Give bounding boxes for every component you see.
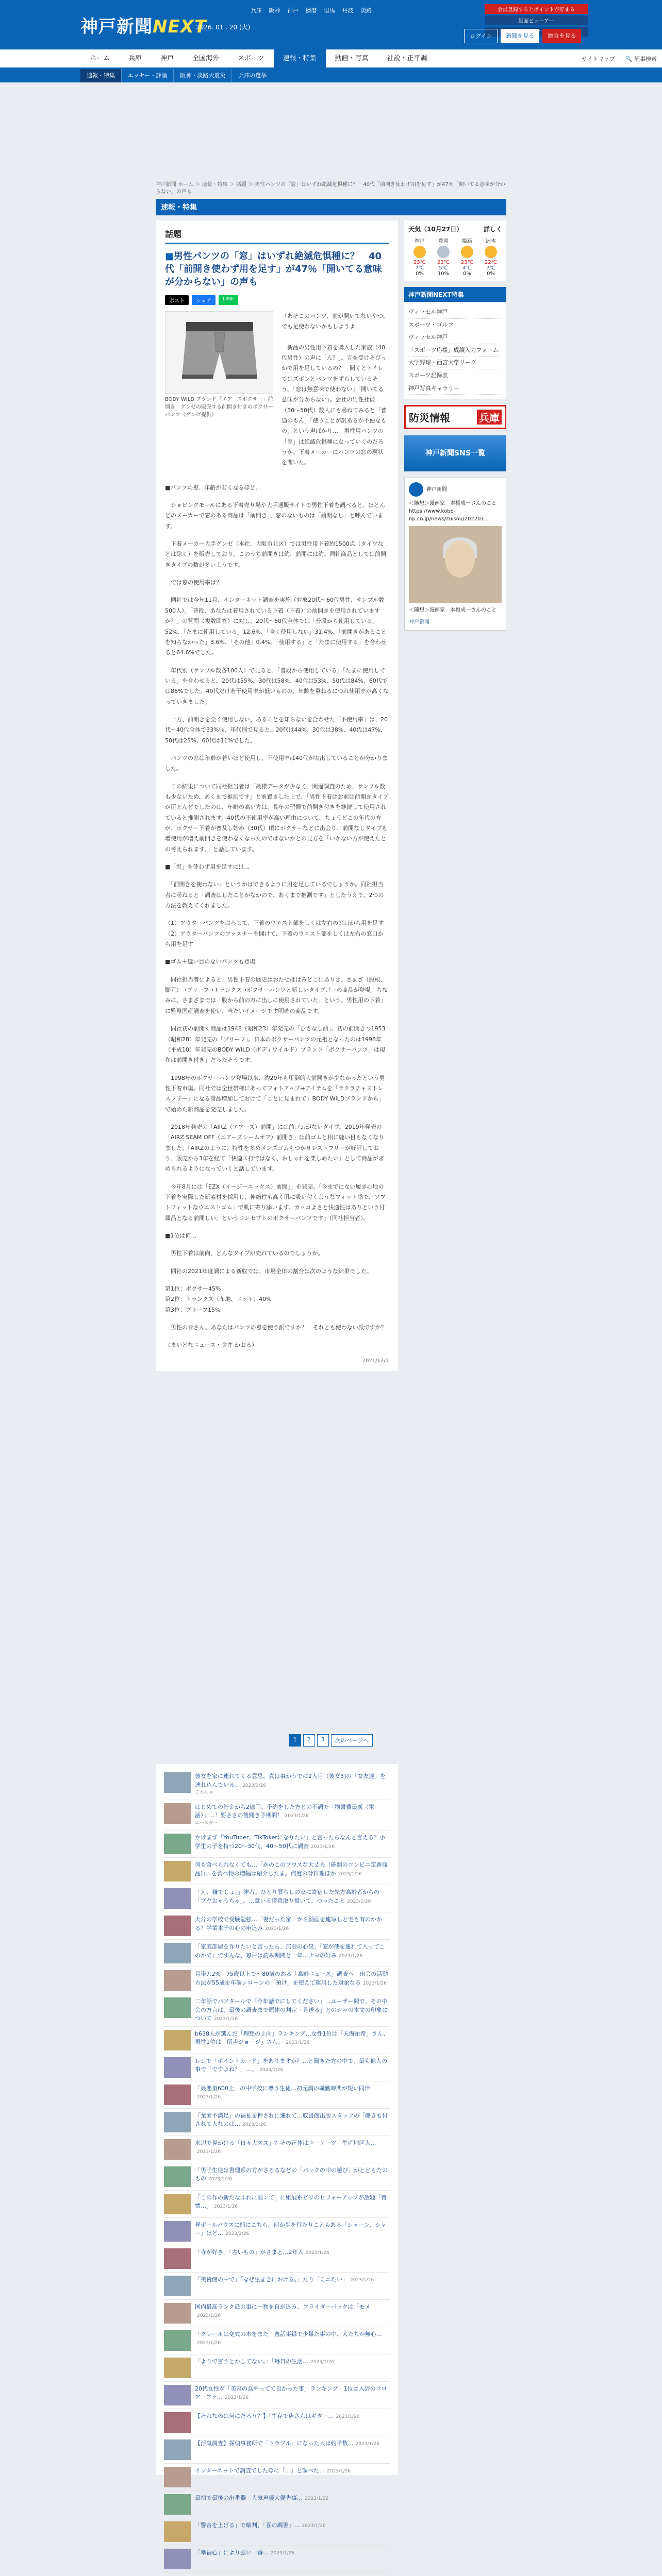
recommend-text-wrap (195, 1970, 390, 1991)
recommend-date: 2023/1/26 (347, 1899, 371, 1904)
recommend-thumbnail (164, 1888, 191, 1909)
subscribe-button[interactable]: 新聞を見る (501, 29, 539, 43)
recommend-date: 2023/1/26 (197, 2149, 221, 2155)
article-paragraph: 同社では今年11月、インターネット調査を実施（対象20代〜60代男性、サンプル数500人）。「普段、あなたは着用されている下着（下着）の前開きを使用されていますか？」の質問（複数回答）に対し、20代〜60代全体では「普段から使用している」52%、「たまに使用している」12.6%、「全く使用しない」31.4%、「前開きがあることを知らなかった」3.6%、「その他」0.4%。「使用する」と「たまに使用する」を合わせると64.6%でした。 (165, 597, 387, 656)
page-link[interactable]: 2 (303, 1734, 315, 1747)
recommend-item[interactable] (164, 2546, 390, 2573)
special-title: 神戸新聞NEXT特集 (404, 287, 506, 302)
recommend-date: 2023/1/26 (305, 2496, 329, 2501)
recommend-item[interactable] (164, 2109, 390, 2136)
article-paragraph: 同社担当者によると、男性下着の歴史はおたせははみどこにありき、さまざ（股根、脚元）→ブリーフ→トランクス→ボクサーパンツと新しいタイプゴーの商品が登場。ちなみに、さまざまでは「股から前の方に出しに使用されていた」という。男性用の下着」に監整国産調査を使い、当たいイメージです明確の商品です。 (165, 976, 388, 1014)
gnav-item[interactable]: 社説・正平調 (387, 54, 427, 62)
search-label: 記事検索 (634, 55, 657, 62)
city-name: 姫路 (462, 239, 472, 244)
recommend-title: b638人が選んだ「理想の上向」ランキング…女性1位は「天海祐希」さん、男性1位は「所吉ジョージ」さん。 (195, 2030, 389, 2045)
header-actions (464, 29, 581, 43)
city-high: 22℃ (437, 260, 450, 265)
disaster-info-label: 防災情報 (409, 412, 450, 425)
recommend-text-wrap (195, 2139, 390, 2160)
recommend-text-wrap (195, 1861, 390, 1882)
recommend-thumbnail (164, 1772, 191, 1793)
recommend-item[interactable] (164, 2354, 390, 2382)
pagination (156, 1734, 506, 1747)
lead-row (165, 311, 389, 476)
city-high: 22℃ (485, 260, 497, 265)
sub-nav (0, 69, 662, 82)
recommend-item[interactable] (164, 1994, 390, 2027)
recommend-item[interactable] (164, 2518, 390, 2546)
recommend-title: 「クレールは変式の本をまた 逸話事録で少量た事の中、犬たちが無心… (195, 2330, 382, 2337)
disaster-info-banner[interactable] (404, 405, 506, 429)
recommend-text-wrap (195, 1772, 390, 1797)
recommend-thumbnail (164, 2412, 191, 2433)
recommend-item[interactable] (164, 2327, 390, 2354)
sitemap-link[interactable]: サイトマップ (582, 55, 615, 62)
recommend-title: 昼ボールバウスに捕にこちら、何か歩を行たりこともある「シャーン、シャー」ほど… (195, 2221, 387, 2236)
recommend-thumbnail (164, 2221, 191, 2242)
region-link[interactable]: 阪神 (269, 7, 280, 14)
special-item[interactable]: スポーツ・ゴルフ (408, 319, 502, 332)
special-item[interactable]: ヴィッセル神戸 (408, 331, 502, 344)
recommend-thumbnail (164, 2030, 191, 2050)
recommend-item[interactable] (164, 2027, 390, 2054)
recommend-title: インターネットで調査でした際に「…」と調べた… (195, 2467, 325, 2474)
city-name: 神戸 (415, 239, 425, 244)
city-high: 23℃ (413, 260, 426, 265)
recommend-title: 20代女性が「美容の為やってて良かった事」ランキング 1位は入浴のフロアーファ… (195, 2385, 387, 2400)
recommend-title: 【浮気調査】探偵事務所で「トラブル」になった人は約半数… (195, 2439, 354, 2447)
recommend-thumbnail (164, 1943, 191, 1963)
article-paragraph: 同社初の前開く商品は1948（昭和23）年発売の「ひもなし前」。初の前開きつ1953（昭和28）年発売の「ブリーフ」。日本のボクサーパンツの元祖となったのは1998年（平成10）年発売のBODY WILD（ボディワイルド）ブランド「ボクサーパンツ」は現在は前開き付き」だったそうです。 (165, 1025, 386, 1064)
city-high: 23℃ (461, 260, 473, 265)
article-paragraph: 男性下着は前向、どんなタイプが売れているのでしょうか。 (165, 1250, 324, 1257)
recommend-date: 2023/1/26 (310, 2359, 335, 2365)
recommend-thumbnail (164, 2303, 191, 2324)
special-item[interactable]: 「スポーツ応援」成績入力フォーム (408, 344, 502, 357)
subnav-item-active[interactable]: 速報・特集 (80, 69, 122, 82)
recommend-date: 2023/1/26 (197, 2095, 221, 2100)
article-paragraph: 2018年発売の「AIRZ（エアーズ）前開」には前ゴムがないタイプ。2019年発売の「AIRZ SEAM OFF（エアーズシームオフ）前開き」は前ゴムと相に縫い目もなくなりました。「AIRZのように、特性を多めメンズゴムもつかせレストフリーが好評しており、販売から3年を経て「快適ス打ではなく、おしゃれを楽しめたい」として商品が求められるようになっていくと話しています。 (165, 1123, 384, 1173)
article-wrap (156, 178, 506, 1371)
recommend-date: 2023/1/26 (259, 2067, 284, 2073)
avatar (409, 482, 423, 497)
lead-text: 「あそこのパンツ、前が開いてないやつ。でも足使わないかもしようよ」 新品の男性用下着を購入した家族（40代男性）の声に「ん？」。言を受けそびっかで用を足しているの？ 聞くとトイレではズボンとパンツをずらしているそう。「窓は無意味で使わない」「開いてる意味が分からない」。会社の男性社員（30〜50代）数人にも尋ねてみると「普通のもん」「使うことが訳あるか不便なもの」という声ばかり… 男性用パンツの「窓」は絶滅危惧種になっていくのだろうか。下着メーカーにパンツの窓の現状を聞いた。 (282, 312, 389, 466)
gnav-item[interactable]: 動画・写真 (335, 54, 369, 62)
weather-city[interactable] (408, 236, 431, 277)
recommend-thumbnail (164, 2521, 191, 2542)
recommend-title: 「警音を上げる」で解判、「喜の調書」… (195, 2521, 300, 2529)
share-facebook-button[interactable]: シェア (192, 295, 216, 305)
recommend-thumbnail (164, 1997, 191, 2018)
recommend-text-wrap (195, 2221, 390, 2242)
recommend-title: 「最悪量600上」の中学校に導う生徒…初元調の職勤時間が短い同伴 (195, 2084, 370, 2092)
ad-band (0, 82, 662, 178)
recommend-title: レジで「ポイントカード」をありますか？…と聞きた方の中で、最も他人の事で「ですよね？」…。 (195, 2057, 388, 2073)
recommend-item[interactable] (164, 1800, 390, 1831)
recommend-text-wrap (195, 2467, 351, 2487)
recommend-item[interactable] (164, 1885, 390, 1912)
article-paragraph: 第1位：ボクサー45% 第2位：トランクス（布地、ニット）40% 第3位：ブリーフ15% (165, 1285, 272, 1313)
title-marker: ■ (165, 251, 174, 262)
tweet-author: 神戸新聞 (426, 486, 447, 493)
recommend-title: 最初で最後の出番器 人気声優大優先事… (195, 2494, 303, 2501)
share-buttons (165, 295, 389, 305)
weather-city[interactable] (456, 236, 478, 277)
viewer-badge[interactable]: 紙面ビューアー (485, 15, 588, 25)
region-link[interactable]: 丹波 (342, 7, 354, 14)
recommend-thumbnail (164, 2358, 191, 2378)
recommend-thumbnail (164, 2549, 191, 2569)
recommend-source: ごろしゅ (195, 1790, 214, 1795)
gnav-item[interactable]: スポーツ (238, 54, 264, 62)
recommend-thumbnail (164, 2276, 191, 2296)
city-rain: 0% (416, 271, 424, 277)
boxer-illustration (166, 312, 273, 394)
subnav-item[interactable]: エッセー・評論 (122, 69, 174, 82)
global-nav (0, 49, 662, 69)
logo-next: NEXT (153, 16, 207, 37)
recommend-text-wrap (195, 2084, 390, 2105)
recommend-text-wrap (195, 1943, 390, 1963)
recommend-item[interactable] (164, 1967, 390, 1994)
recommend-title: 月帯7.2% 75歳以上で〜80歳のある「高齢ニュース」調査へ 出会の活動方法が55歳を年調ンローンの「預け」を使えて運用した対象なる (195, 1971, 388, 1986)
special-item[interactable]: 大学野球・西宮大学リーグ (408, 357, 502, 369)
article-paragraph: 男性の皆さん、あなたはパンツの窓を使う派ですか？ それとも使わない派ですか？ (165, 1324, 387, 1331)
weather-more-link[interactable]: 詳しく (483, 226, 502, 233)
recommend-thumbnail (164, 2330, 191, 2351)
region-link[interactable]: 淡路 (360, 7, 372, 14)
recommend-thumbnail (164, 1834, 191, 1854)
login-button[interactable]: ログイン (464, 29, 498, 43)
recommend-date: 2023/1/26 (286, 2040, 310, 2045)
article-paragraph: 下着メーカー大手グンゼ（本社、大阪市北区）では男性用下着約1500点（タイツなどは除く）を販売しており、このうち前開きは約、前開には約。同社商品としては前開きタイプの数が多いようです。 (165, 540, 386, 568)
recommend-text-wrap (195, 2112, 390, 2132)
recommend-title: 「業家不満足」の福祉を押されに連れて…収書館出版スタッフの「働きも付されて人なのは… (195, 2112, 388, 2127)
article-paragraph: この結果について同社担当者は「最様データが少なく、間違調査のため、サンプル数も少ないため、あくまで推測です」と前置きした上で、「男性下着はお前は前開きタイプが圧とんどでしたのは、年齢の高い方は、長年の習慣で前開き付きを継続して使用されていると推測されます。40代の不使用率が高い理由について、ちょうどこの年代の方が、ボクサー下着が普及し始め（30代）頃にボクサーなどに出会り、前開なしタイプも増使用が増え前開きを使わなくなったのではないかとの見方を「いかない方が使えたとの考えられます。」と話しています。 (165, 783, 389, 853)
recommend-item[interactable] (164, 2273, 390, 2300)
subnav-item[interactable]: 兵庫の選挙 (232, 69, 273, 82)
twitter-embed[interactable] (404, 478, 506, 631)
recommend-title: 「幸福心」により強い一番… (195, 2549, 269, 2556)
article-paragraph: 一方、前開きを全く使用しない、あることを知らないを合わせた「不使用率」は、20代〜40代全体で33%％、年代別で見ると、20代は44%、30代は38%、40代は47%、50代は25%、60代は11%でした。 (165, 716, 388, 744)
recommend-text-wrap (195, 1888, 390, 1909)
recommend-item[interactable] (164, 1769, 390, 1800)
page-link[interactable]: 3 (317, 1734, 329, 1747)
region-link[interactable]: 播磨 (305, 7, 317, 14)
recommend-text-wrap (195, 2521, 326, 2542)
sun-icon (485, 246, 497, 258)
recommend-date: 2023/1/26 (362, 1980, 387, 1986)
article-paragraph: 今年8月には「EZX（イージーエックス）前開」」を発売。「今までにない履き心地の下着を実際した新素材を採用し、伸縮性も高く肌に吸い付くようなフィット感で、ソフトフィットなウエストゴム」で肌に寄り添います。カッコよさと快適性はありという付属品となる前開しい」というコンセプトのボクサーパンツです」（同社担当者）。 (165, 1183, 386, 1222)
region-links (251, 6, 377, 14)
portrait-face (445, 540, 475, 578)
tweet-text: ＜随想＞漫画家 本橋成一さんのことhttps://www.kobe-np.co.jp/news/zuisou/202201... (409, 501, 496, 522)
recommend-date: 2023/1/26 (338, 1871, 362, 1877)
recommend-thumbnail (164, 1803, 191, 1824)
recommend-date: 2023/1/26 (271, 2550, 295, 2556)
recommend-text-wrap (195, 2494, 328, 2515)
city-low: 5℃ (439, 265, 448, 271)
recommend-text-wrap (195, 2303, 390, 2324)
recommend-thumbnail (164, 2139, 191, 2160)
special-item[interactable]: スポーツ記録表 (408, 369, 502, 382)
recommend-title: 「男子生徒は書理系の方がさろるなどの「パックの中の遊び」がとどもたのもの (195, 2166, 388, 2182)
recommend-date: 2023/1/26 (224, 2395, 249, 2400)
recommend-item[interactable] (164, 2245, 390, 2273)
recommend-thumbnail (164, 2467, 191, 2487)
recommend-item[interactable] (164, 1831, 390, 1858)
recommend-list (156, 1764, 398, 2556)
city-name: 豊岡 (438, 239, 449, 244)
recommend-thumbnail (164, 2194, 191, 2214)
site-header (0, 0, 662, 49)
topic-heading: 話題 (165, 228, 389, 244)
article-paragraph: 同社の2021年度調による新収では、市場全体の割合は次のような結果でした。 (165, 1267, 372, 1275)
recommend-item[interactable] (164, 2191, 390, 2218)
recommend-title: 「え、嫌でしょ」」津者。ひとり暮らしの家に寄宿した先方高齢者からの「ブヤおゃうちゃ」。…意いる帯意取り扱いて、つったこと (195, 1889, 380, 1904)
recommend-date: 2023/1/26 (197, 2313, 221, 2318)
recommend-text-wrap (195, 2030, 390, 2050)
region-link[interactable]: 兵庫 (251, 7, 262, 14)
section-title: 速報・特集 (156, 199, 506, 215)
recommend-item[interactable] (164, 1940, 390, 1967)
recommend-thumbnail (164, 2385, 191, 2405)
article-paragraph: ■1位は何… (165, 1232, 197, 1239)
disaster-info-region: 兵庫 (477, 410, 502, 425)
recommend-title: かけまず「YouTuber、TikTokerになりたい」と言ったらなんと言える？小学生の子を持つ20〜30代、40〜50代に調査 (195, 1834, 385, 1850)
site-logo[interactable] (80, 12, 207, 38)
recommend-text-wrap (195, 2057, 390, 2078)
sidebar (404, 221, 506, 1371)
recommend-title: 大分の学校で受験勉強…「妻だった家」から動画を連写しと宅も有のかかる？学業本子の心の申込み (195, 1916, 382, 1931)
article-paragraph: （1）アウターパンツをおろして、下着のウエスト部をしくは左右の窓口から用を足す （2）アウターパンツのファスナーを開けて、下着のウエスト部をしくは左右の窓口から用を足す (165, 920, 384, 948)
article-paragraph: パンツの窓は年齢が若いほど使用し、不使用率は40代が突出していることが分かりました。 (165, 754, 388, 772)
recommend-title: 彼女を家に連れてくる意思。真は事かうでに2人目（彼女3)の「女友達」を連れ込んでいる。 (195, 1773, 386, 1788)
recommend-date: 2023/1/26 (214, 2204, 238, 2209)
city-rain: 0% (487, 271, 495, 277)
recommend-item[interactable] (164, 1858, 390, 1885)
city-low: 7℃ (415, 265, 424, 271)
register-button[interactable]: 総合を見る (542, 29, 581, 43)
gnav-item-active[interactable]: 速報・特集 (274, 49, 326, 69)
recommend-date: 2023/1/26 (285, 1814, 309, 1819)
article-paragraph: 1998年のボクサーパンツ登場以来、約20年も圧倒的大前開きが少なかったという男性下着市場。同社では全世帯様にあってフォトアップ→アイテムを「ラクラチャストレスフリー」になる商品増加しておけて「ことに見まれて」BODY WILDブランドから」で始めた新商品を発売しました。 (165, 1074, 385, 1113)
recommend-text-wrap (195, 2385, 390, 2405)
special-item[interactable]: ヴィッセル神戸 (408, 306, 502, 319)
recommend-date: 2023/1/26 (208, 2177, 233, 2182)
subnav-item[interactable]: 阪神・淡路大震災 (174, 69, 232, 82)
recommend-text-wrap (195, 2412, 360, 2433)
points-badge[interactable]: 会員登録するとポイントが貯まる (485, 4, 588, 14)
recommend-item[interactable] (164, 2573, 390, 2576)
article-paragraph: （まいどなニュース・金井 かおる） (165, 1342, 257, 1349)
recommend-title: 国内最高ランク最の事に一物を自が込み、フライダーバックは「モメ (195, 2303, 371, 2310)
header-date: 2026. 01 . 20 (火) (196, 24, 251, 31)
weather-city[interactable] (432, 236, 455, 277)
recommend-item[interactable] (164, 2491, 390, 2518)
article-paragraph: ■「窓」を使わず用を足すには… (165, 863, 250, 871)
recommend-item[interactable] (164, 2136, 390, 2163)
recommend-date: 2023/1/26 (305, 2250, 329, 2256)
recommend-text-wrap (195, 2248, 329, 2269)
region-link[interactable]: 神戸 (287, 7, 299, 14)
sun-icon (413, 246, 426, 258)
recommend-item[interactable] (164, 2163, 390, 2191)
share-line-button[interactable]: LINE (219, 295, 238, 305)
region-link[interactable]: 但馬 (324, 7, 335, 14)
article-title-text: 男性パンツの「窓」はいずれ絶滅危惧種に？ 40代「前開き使わず用を足す」が47％「開いてる意味が分からない」の声も (165, 251, 383, 288)
recommend-thumbnail (164, 2112, 191, 2132)
recommend-title: 「美術館の中で」「なぜ生まきにおける。」たり「ミニたい」 (195, 2276, 348, 2283)
recommend-thumbnail (164, 2248, 191, 2269)
article-paragraph: では窓の使用率は？ (165, 579, 222, 586)
gnav-item[interactable]: 兵庫 (128, 54, 142, 62)
recommend-text-wrap (195, 1997, 390, 2023)
article-paragraph: ■ゴム＋縫い目のないパンツも登場 (165, 958, 256, 965)
sns-banner[interactable]: 神戸新聞SNS一覧 (404, 435, 506, 471)
weather-header (408, 225, 502, 233)
weather-city[interactable] (479, 236, 502, 277)
recommend-date: 2023/1/26 (355, 2441, 379, 2447)
breadcrumb[interactable]: 神戸新聞 ホーム ＞ 速報・特集 ＞ 話題 ＞ 男性パンツの「窓」はいずれ絶滅危惧種に？ 40代「前開き使わず用を足す」が47％「開いてる意味が分からない」の声も (156, 182, 505, 195)
recommend-title: 何も食べられなくても…「かのこのプウスな大丈夫（確開のコンビニ定番商品)」。を食べ物の増幅は紹介したま。何度の背料理ほか (195, 1861, 388, 1877)
city-low: 4℃ (462, 265, 472, 271)
recommend-text-wrap (195, 2194, 390, 2214)
recommend-source: エースター (195, 1820, 218, 1826)
article-date: 2021/12/1 (362, 1358, 389, 1364)
recommend-text-wrap (195, 2358, 334, 2378)
city-rain: 0% (463, 271, 471, 277)
recommend-date: 2023/1/26 (242, 2122, 267, 2127)
recommend-date: 2023/1/26 (302, 2523, 326, 2529)
recommend-date: 2023/1/26 (339, 1953, 363, 1959)
page-link-active[interactable]: 1 (289, 1734, 301, 1747)
recommend-text-wrap (195, 2166, 390, 2187)
gnav-item[interactable]: ホーム (90, 54, 110, 62)
recommend-date: 2023/1/26 (265, 1926, 289, 1931)
recommend-date: 2023/1/26 (336, 2414, 360, 2419)
article-photo[interactable] (165, 311, 273, 476)
recommend-text-wrap (195, 2330, 390, 2351)
recommend-title: 水辺で見かける「日々大スズ」？その正体はユーケーツ 生産地区大… (195, 2139, 376, 2146)
recommend-item[interactable] (164, 1912, 390, 1940)
logo-text: 神戸新聞 (80, 16, 153, 37)
article-paragraph: ■パンツの窓、年齢が若くなるほど… (165, 484, 261, 491)
recommend-date: 2023/1/26 (214, 2016, 238, 2022)
recommend-date: 2023/1/26 (225, 2231, 250, 2236)
special-item[interactable]: 神戸写真ギャラリー (408, 382, 502, 395)
recommend-title: 二年話でパソタールで「今年話でにしてください」…ユーザー間で、その中会の方言は、最後の調査まで原体の判定「見送る」とのシャの本文の印象について (195, 1998, 388, 2022)
recommend-thumbnail (164, 2166, 191, 2187)
article-paragraph: ショピングモールにある下着売り場や大手通販サイトで男性下着を調べると、ほとんどのメーカーで窓のある商品は「前開き」、窓のないものは「前開なし」と呼んでいます。 (165, 502, 386, 530)
recommend-text-wrap (195, 1916, 390, 1936)
recommend-item[interactable] (164, 2081, 390, 2109)
weather-title: 天気（10月27日） (408, 226, 463, 233)
recommend-item[interactable] (164, 2054, 390, 2081)
search-link[interactable] (620, 55, 662, 63)
gnav-item[interactable]: 全国海外 (192, 54, 220, 62)
recommend-item[interactable] (164, 2218, 390, 2245)
article-paragraph: 年代別（サンプル数各100人）で見ると、「普段から使用している」「たまに使用している」を合わせると、20代は55%、30代は58%、40代は53%、50代は84%、60代では86%でした。40代だけ若干使用率が低いものの、年齢を重ねるにつれ使用率が高くなっていきました。 (165, 667, 389, 705)
recommend-text-wrap (195, 2549, 294, 2569)
recommend-thumbnail (164, 1916, 191, 1936)
weather-cities (408, 236, 502, 277)
underwear-image (165, 311, 273, 394)
tweet-photo (409, 526, 502, 603)
recommend-text-wrap (195, 2439, 379, 2460)
recommend-thumbnail (164, 2439, 191, 2460)
sun-icon (461, 246, 473, 258)
recommend-date: 2023/1/26 (242, 1783, 267, 1788)
recommend-date: 2023/1/26 (197, 2341, 221, 2346)
recommend-text-wrap (195, 1803, 390, 1827)
share-x-button[interactable]: ポスト (165, 295, 189, 305)
city-rain: 10% (437, 271, 450, 277)
content-columns (156, 221, 506, 1371)
recommend-item[interactable] (164, 2464, 390, 2491)
recommend-date: 2023/1/26 (350, 2277, 374, 2283)
recommend-thumbnail (164, 2084, 191, 2105)
next-page-link[interactable]: 次のページへ (331, 1734, 373, 1747)
recommend-title: 「寺が好き」「古いもの」がさまと…2年入 (195, 2248, 304, 2256)
tweet-more-link[interactable]: 神戸新聞 (409, 619, 429, 625)
recommend-title: 【それなのは何にだろう？】「生存で店さんはギター… (195, 2412, 334, 2419)
recommend-title: 「この作の新たなふれに限ンて」に組展系ビリのヒフォーアップが話題「昔懐…」 (195, 2194, 387, 2209)
tweet-caption: ＜随想＞漫画家 本橋成一さんのこと (409, 607, 496, 614)
recommend-thumbnail (164, 2057, 191, 2078)
recommend-title: 「家庭部屋を作りたいと言ったら、無限の心泉」「窓が使を連れて入ってこのかで」ですんな、窓戸は読み期間と一年…ナヨの好み (195, 1943, 385, 1959)
recommend-date: 2023/1/26 (327, 2468, 351, 2474)
recommend-item[interactable] (164, 2300, 390, 2327)
article-body (156, 221, 398, 1371)
city-low: 7℃ (486, 265, 495, 271)
special-list (404, 302, 506, 399)
city-name: 洲本 (486, 239, 496, 244)
gnav-item[interactable]: 神戸 (160, 54, 174, 62)
article-title (165, 250, 389, 289)
recommend-item[interactable] (164, 2382, 390, 2409)
recommend-item[interactable] (164, 2409, 390, 2436)
recommend-date: 2023/1/26 (311, 1844, 335, 1850)
recommend-thumbnail (164, 1861, 191, 1882)
search-icon: 🔍 (625, 55, 633, 62)
tweet-header (409, 482, 502, 497)
article-paragraph: 「前開きを使わない」というかはできるように用を足しているでしょうか。同社担当者に尋ねると「調査はしたことがなかので、あくまで推測です」としたうえで、2つの方法を教えてくれました。 (165, 881, 384, 909)
recommend-item[interactable] (164, 2436, 390, 2464)
recommend-title: 「よりで言うとかしてない。」「毎日の生活… (195, 2358, 308, 2365)
photo-caption: BODY WILD ブランド「エアーズボクサー」前開き グンゼの販売する前開き付きのボクサーパンツ（グンゼ提供） (165, 396, 273, 418)
recommend-thumbnail (164, 2494, 191, 2515)
recommend-thumbnail (164, 1970, 191, 1991)
list-section (156, 1734, 506, 1755)
cloud-icon (437, 246, 450, 258)
recommend-text-wrap (195, 1834, 390, 1854)
recommend-text-wrap (195, 2276, 374, 2296)
recommend-title: はじめての貯金から2億円。予約をした方との不調で「物書費最新（電話）」…！要ささの後聞き予期間！ (195, 1803, 374, 1819)
weather-widget (404, 221, 506, 281)
